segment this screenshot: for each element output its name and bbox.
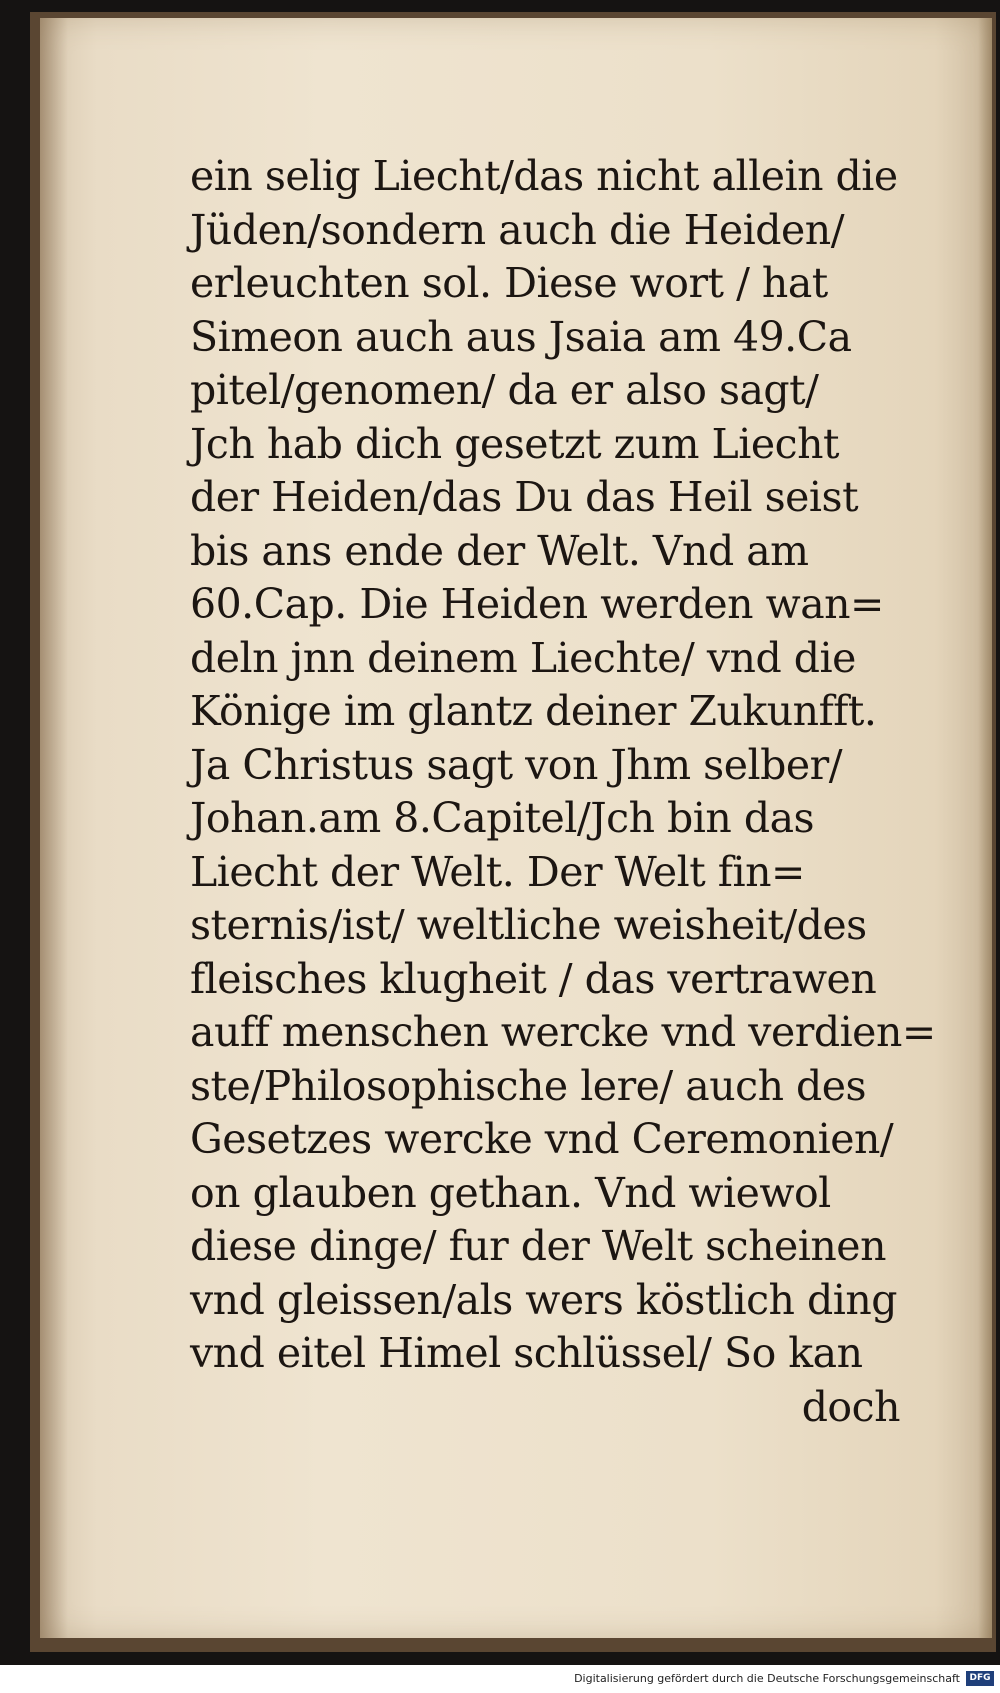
text-line: Gesetzes wercke vnd Ceremonien/ [190,1115,894,1163]
footer-bar [0,1665,1000,1693]
text-line: Simeon auch aus Jsaia am 49.Ca [190,312,852,361]
text-line: deln jnn deinem Liechte/ vnd die [190,633,856,682]
text-line: fleisches klugheit / das vertrawen [190,954,877,1003]
page-text-block [190,150,936,1434]
text-line: sternis/ist/ weltliche weisheit/des [190,901,867,949]
text-line: Könige im glantz deiner Zukunfft. [190,687,877,735]
catchword: doch [801,1382,900,1431]
text-line: pitel/genomen/ da er also sagt/ [190,366,819,414]
text-line: der Heiden/das Du das Heil seist [190,473,859,521]
text-line: ste/Philosophische lere/ auch des [190,1061,867,1110]
text-line: on glauben gethan. Vnd wiewol [190,1168,831,1217]
text-line: Ja Christus sagt von Jhm selber/ [190,740,843,789]
text-line: diese dinge/ fur der Welt scheinen [190,1222,886,1270]
text-line: Jch hab dich gesetzt zum Liecht [190,419,839,468]
text-line: Liecht der Welt. Der Welt fin= [190,847,805,896]
spine-shadow [40,18,68,1638]
text-line: vnd gleissen/als wers köstlich ding [190,1275,897,1324]
text-line: Johan.am 8.Capitel/Jch bin das [190,794,815,842]
page-edge-shadow [978,18,992,1638]
text-line: 60.Cap. Die Heiden werden wan= [190,580,884,628]
text-line: bis ans ende der Welt. Vnd am [190,526,809,575]
text-line: auff menschen wercke vnd verdien= [190,1008,936,1056]
text-line: erleuchten sol. Diese wort / hat [190,259,828,307]
text-line: Jüden/sondern auch die Heiden/ [190,205,845,254]
text-line: ein selig Liecht/das nicht allein die [190,152,898,200]
funding-credit: Digitalisierung gefördert durch die Deutsche Forschungsgemeinschaft [574,1672,960,1685]
dfg-logo: DFG [966,1671,994,1686]
text-line: vnd eitel Himel schlüssel/ So kan [190,1329,863,1377]
